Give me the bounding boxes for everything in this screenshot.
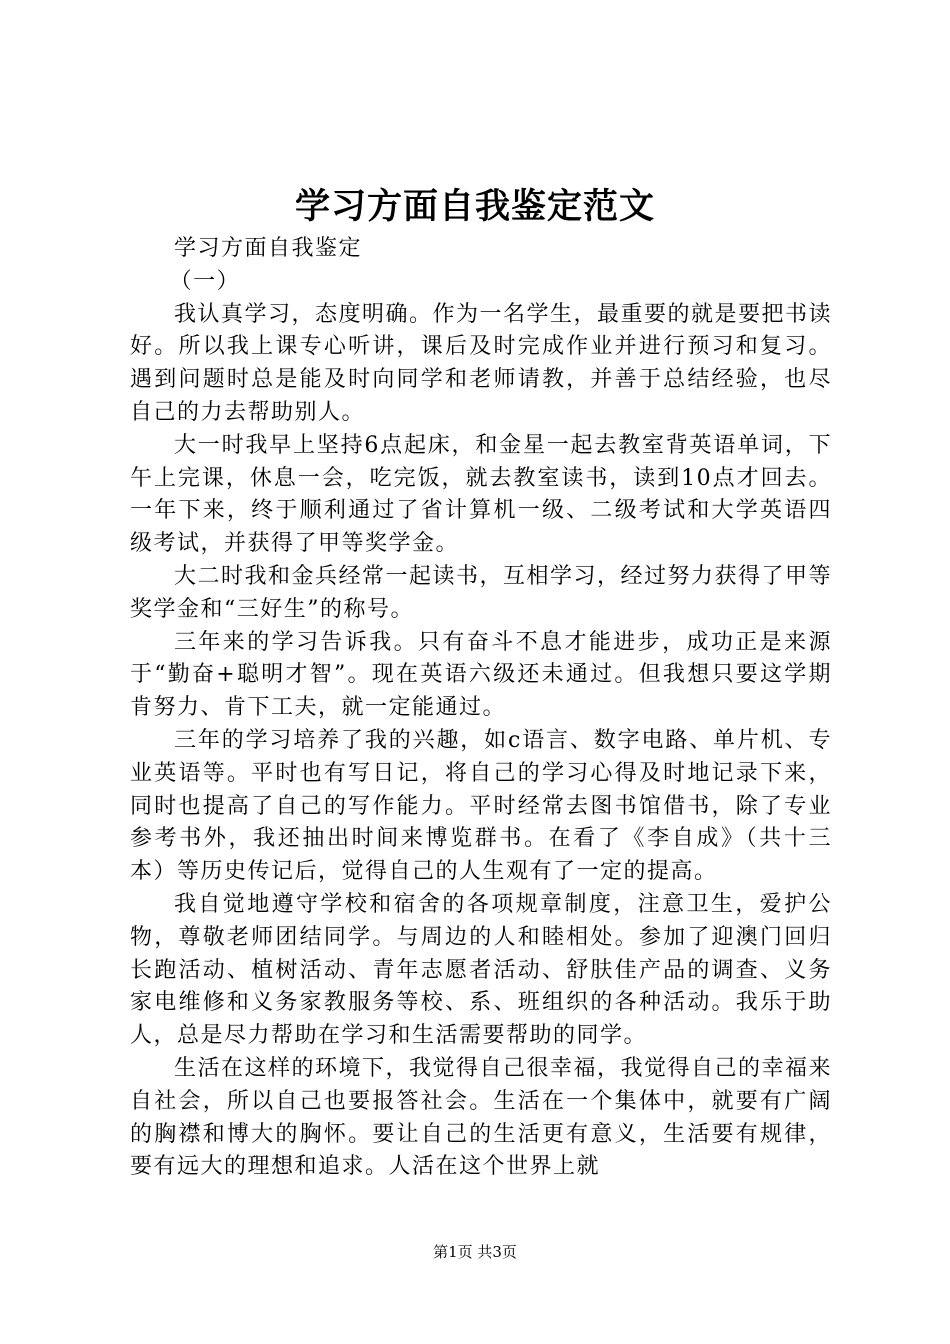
paragraph: 我自觉地遵守学校和宿舍的各项规章制度，注意卫生，爱护公物，尊敬老师团结同学。与周边的人和睦相处。参加了迎澳门回归长跑活动、植树活动、青年志愿者活动、舒肤佳产品的调查、义务家电维修和义务家教服务等校、系、班组织的各种活动。我乐于助人，总是尽力帮助在学习和生活需要帮助的同学。 [130, 891, 832, 1049]
paragraph: 三年的学习培养了我的兴趣，如c语言、数字电路、单片机、专业英语等。平时也有写日记，将自己的学习心得及时地记录下来，同时也提高了自己的写作能力。平时经常去图书馆借书，除了专业参考书外，我还抽出时间来博览群书。在看了《李自成》（共十三本）等历史传记后，觉得自己的人生观有了一定的提高。 [130, 727, 832, 885]
paragraph: 大二时我和金兵经常一起读书，互相学习，经过努力获得了甲等奖学金和“三好生”的称号。 [130, 563, 833, 622]
document-subheading: 学习方面自我鉴定 [174, 236, 363, 261]
section-marker: （一） [169, 268, 241, 294]
page-footer: 第1页 共3页 [433, 1243, 517, 1261]
document-title: 学习方面自我鉴定范文 [294, 186, 655, 227]
paragraph: 三年来的学习告诉我。只有奋斗不息才能进步，成功正是来源于“勤奋+聪明才智”。现在英语六级还未通过。但我想只要这学期肯努力、肯下工夫，就一定能通过。 [130, 629, 832, 721]
paragraph: 生活在这样的环境下，我觉得自己很幸福，我觉得自己的幸福来自社会，所以自己也要报答社会。生活在一个集体中，就要有广阔的胸襟和博大的胸怀。要让自己的生活更有意义，生活要有规律，要有远大的理想和追求。人活在这个世界上就 [130, 1055, 833, 1180]
paragraph: 大一时我早上坚持6点起床，和金星一起去教室背英语单词，下午上完课，休息一会，吃完饭，就去教室读书，读到10点才回去。一年下来，终于顺利通过了省计算机一级、二级考试和大学英语四级考试，并获得了甲等奖学金。 [130, 432, 832, 557]
document-body [130, 233, 832, 1184]
paragraph: 我认真学习，态度明确。作为一名学生，最重要的就是要把书读好。所以我上课专心听讲，课后及时完成作业并进行预习和复习。遇到问题时总是能及时向同学和老师请教，并善于总结经验，也尽自己的力去帮助别人。 [130, 301, 833, 425]
